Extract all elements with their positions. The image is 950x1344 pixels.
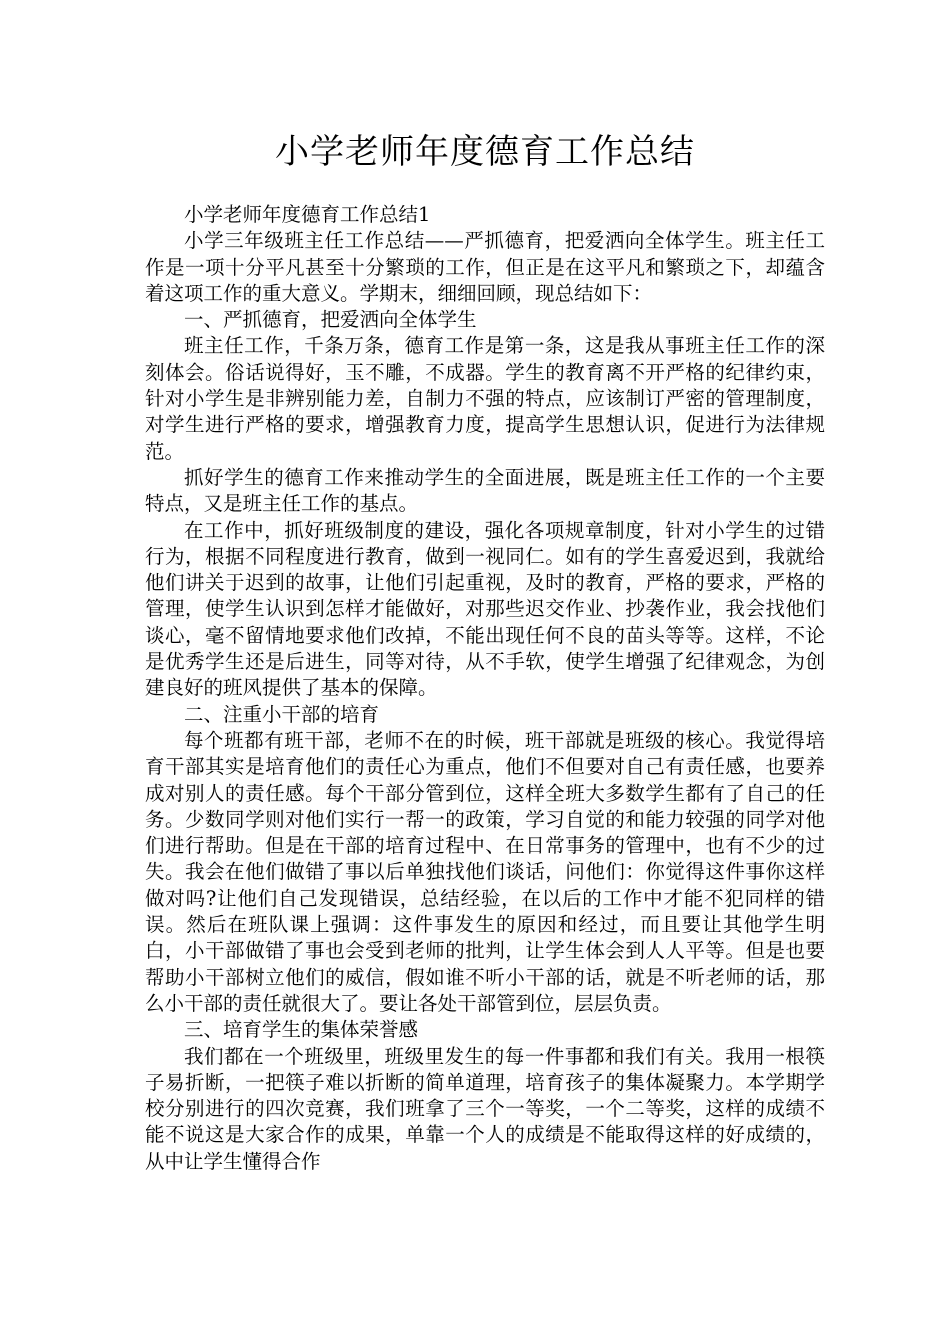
section-heading: 一、严抓德育，把爱洒向全体学生: [184, 308, 477, 332]
document-body: [145, 202, 825, 1175]
document-page: [145, 0, 825, 1175]
paragraph: 抓好学生的德育工作来推动学生的全面进展，既是班主任工作的一个主要特点，又是班主任工作的基点。: [145, 465, 825, 516]
paragraph: 班主任工作，千条万条，德育工作是第一条，这是我从事班主任工作的深刻体会。俗话说得好，玉不雕，不成器。学生的教育离不开严格的纪律约束，针对小学生是非辨别能力差，自制力不强的特点，应该制订严密的管理制度，对学生进行严格的要求，增强教育力度，提高学生思想认识，促进行为法律规范。: [145, 334, 825, 463]
paragraph: 每个班都有班干部，老师不在的时候，班干部就是班级的核心。我觉得培育干部其实是培育他们的责任心为重点，他们不但要对自己有责任感，也要养成对别人的责任感。每个干部分管到位，这样全班大多数学生都有了自己的任务。少数同学则对他们实行一帮一的政策，学习自觉的和能力较强的同学对他们进行帮助。但是在干部的培育过程中、在日常事务的管理中，也有不少的过失。我会在他们做错了事以后单独找他们谈话，问他们：你觉得这件事你这样做对吗?让他们自己发现错误，总结经验，在以后的工作中才能不犯同样的错误。然后在班队课上强调：这件事发生的原因和经过，而且要让其他学生明白，小干部做错了事也会受到老师的批判，让学生体会到人人平等。但是也要帮助小干部树立他们的威信，假如谁不听小干部的话，就是不听老师的话，那么小干部的责任就很大了。要让各处干部管到位，层层负责。: [145, 728, 825, 1015]
paragraph: 小学三年级班主任工作总结——严抓德育，把爱洒向全体学生。班主任工作是一项十分平凡甚至十分繁琐的工作，但正是在这平凡和繁琐之下，却蕴含着这项工作的重大意义。学期末，细细回顾，现总结如下：: [145, 229, 825, 305]
paragraph: 我们都在一个班级里，班级里发生的每一件事都和我们有关。我用一根筷子易折断，一把筷子难以折断的简单道理，培育孩子的集体凝聚力。本学期学校分别进行的四次竞赛，我们班拿了三个一等奖，一个二等奖，这样的成绩不能不说这是大家合作的成果，单靠一个人的成绩是不能取得这样的好成绩的，从中让学生懂得合作: [145, 1044, 825, 1173]
section-heading: 三、培育学生的集体荣誉感: [184, 1018, 419, 1042]
section-heading: 二、注重小干部的培育: [184, 702, 380, 726]
document-title: 小学老师年度德育工作总结: [275, 132, 695, 172]
section-heading: 小学老师年度德育工作总结1: [184, 203, 431, 226]
paragraph: 在工作中，抓好班级制度的建设，强化各项规章制度，针对小学生的过错行为，根据不同程度进行教育，做到一视同仁。如有的学生喜爱迟到，我就给他们讲关于迟到的故事，让他们引起重视，及时的教育，严格的要求，严格的管理，使学生认识到怎样才能做好，对那些迟交作业、抄袭作业，我会找他们谈心，毫不留情地要求他们改掉，不能出现任何不良的苗头等等。这样，不论是优秀学生还是后进生，同等对待，从不手软，使学生增强了纪律观念，为创建良好的班风提供了基本的保障。: [145, 518, 825, 700]
